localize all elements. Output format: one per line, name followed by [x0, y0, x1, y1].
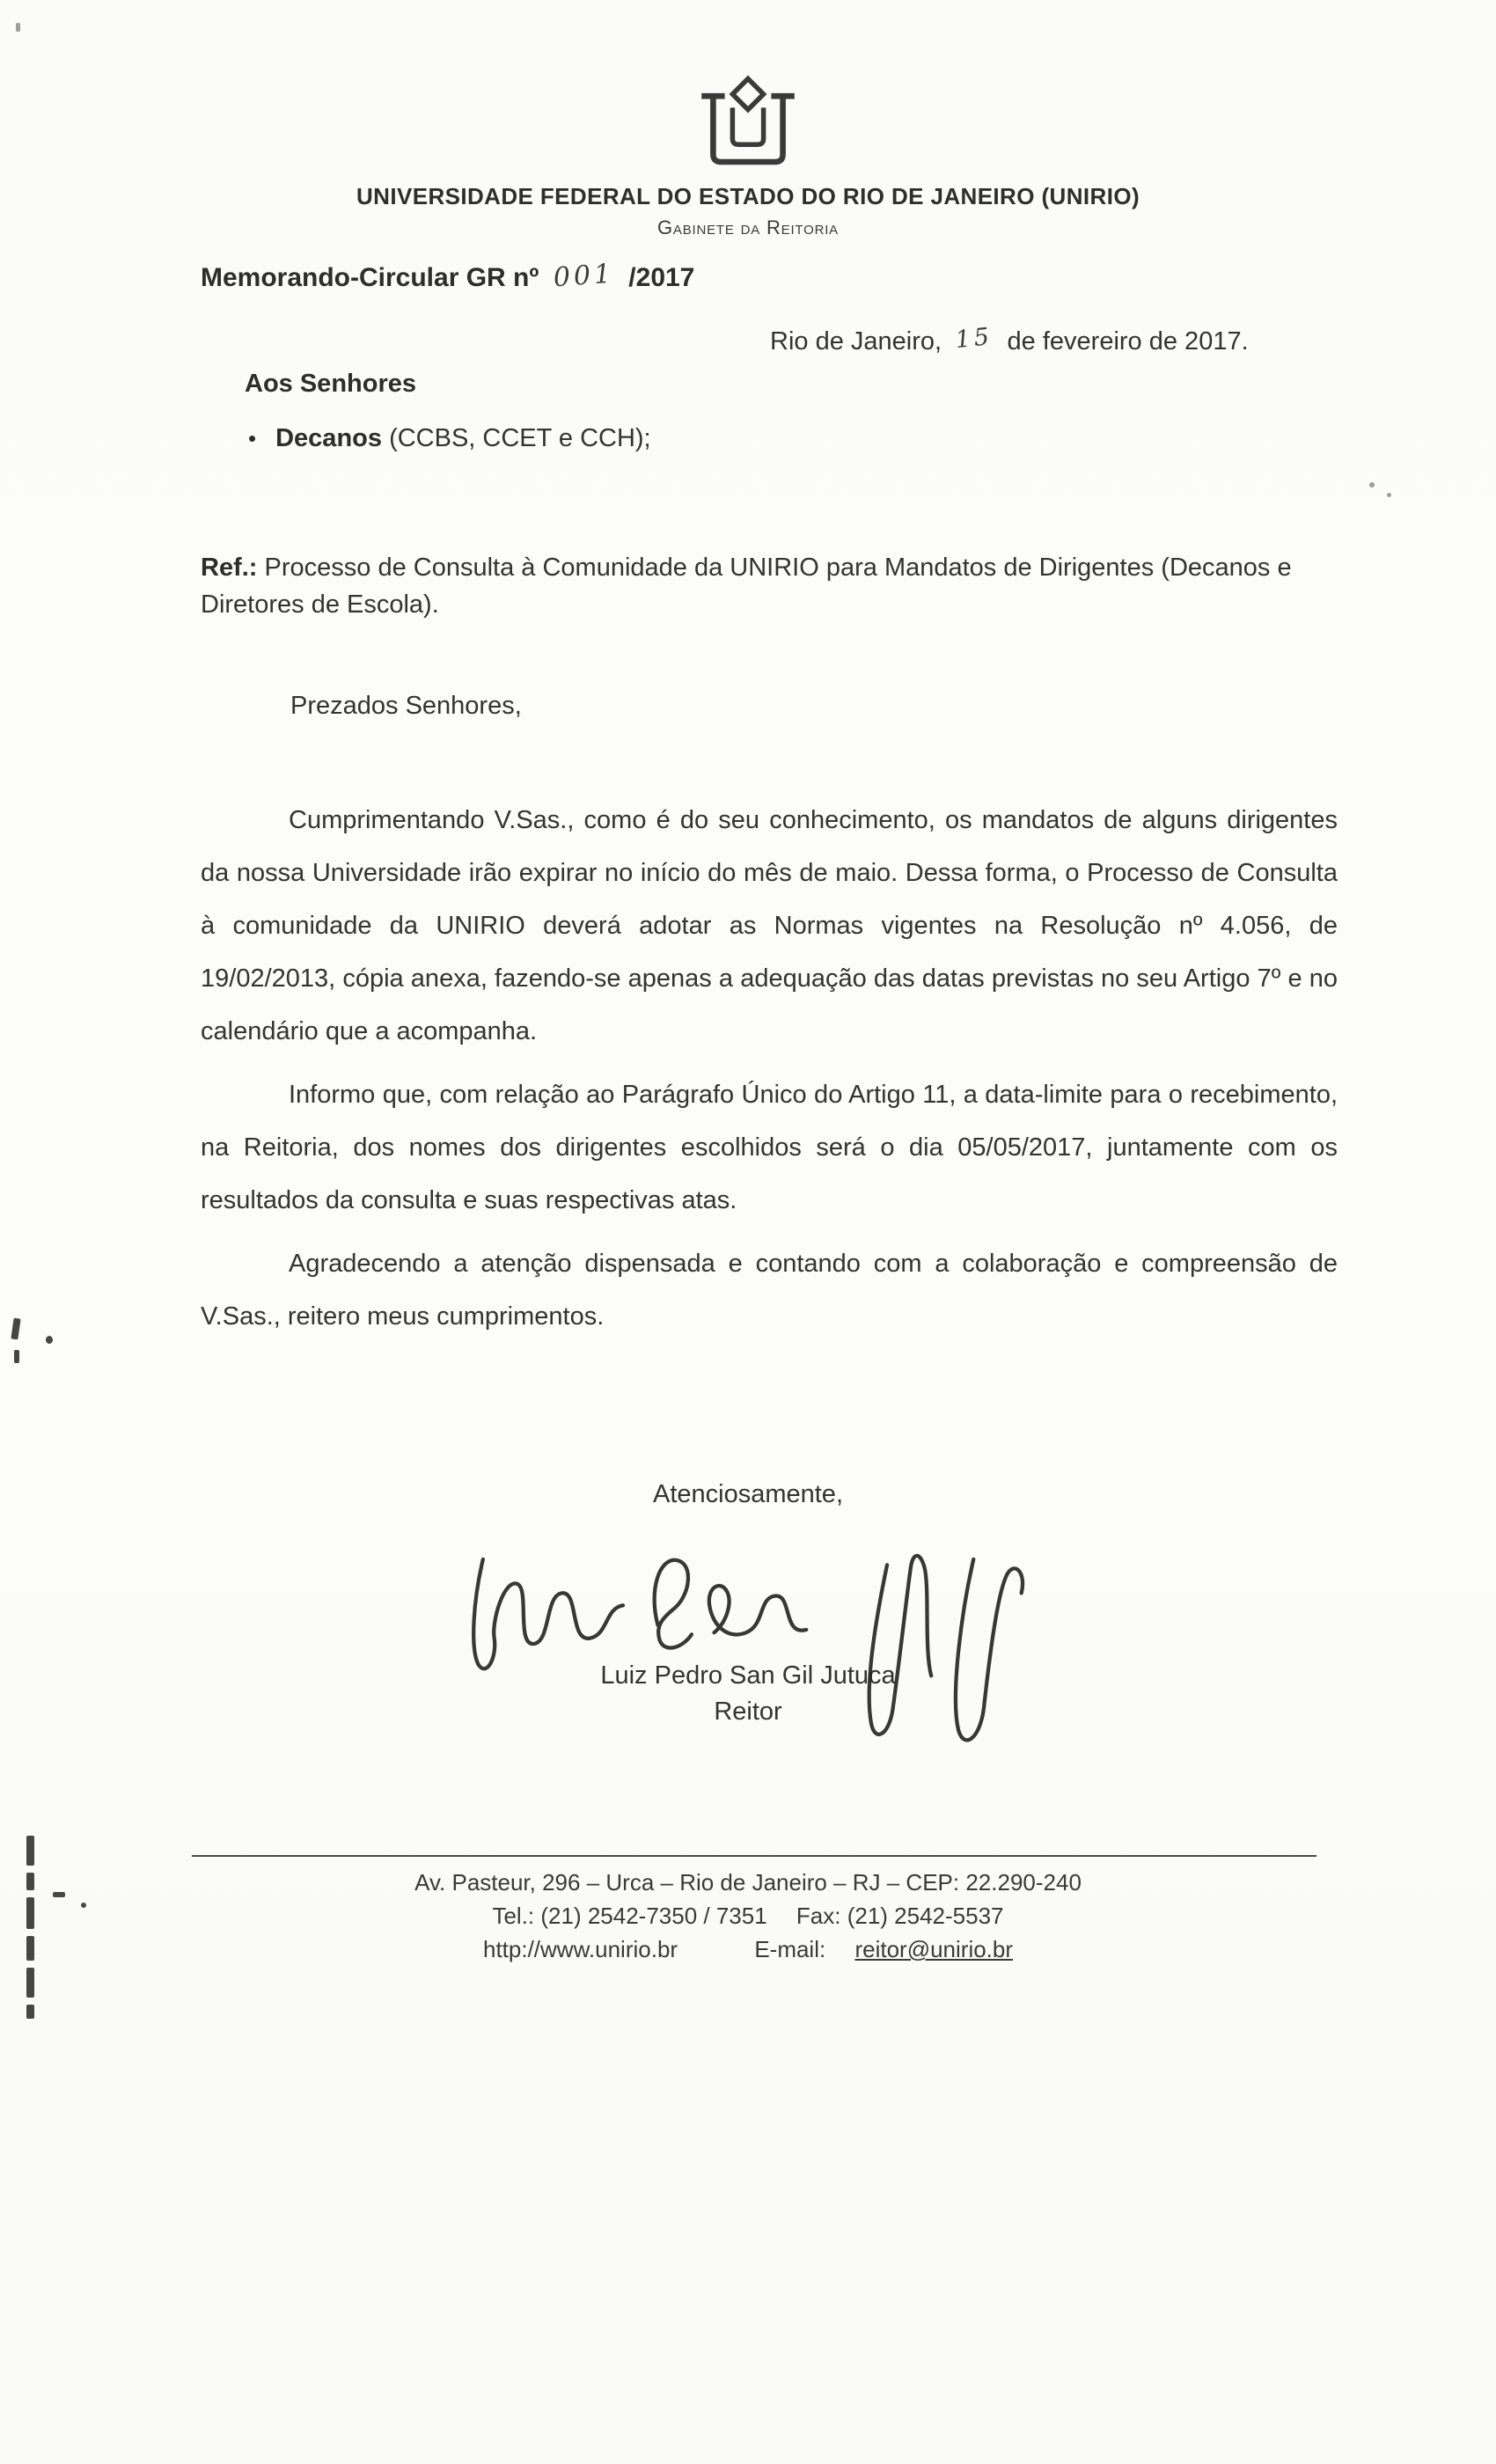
scan-artifact	[26, 1873, 34, 1890]
greeting: Prezados Senhores,	[290, 692, 522, 720]
scan-artifact	[53, 1892, 65, 1897]
scan-artifact	[14, 1350, 19, 1363]
recipient-name: Decanos	[275, 424, 382, 452]
signer-name: Luiz Pedro San Gil Jutuca	[600, 1661, 896, 1690]
scan-artifact	[16, 23, 20, 32]
dateline-prefix: Rio de Janeiro,	[770, 327, 942, 356]
footer-phones	[0, 1903, 1496, 1930]
scan-artifact	[1369, 482, 1375, 488]
footer-tel: Tel.: (21) 2542-7350 / 7351	[492, 1903, 767, 1929]
footer-website: http://www.unirio.br	[482, 1936, 678, 1962]
scan-artifact	[26, 1897, 34, 1929]
memo-year: /2017	[628, 263, 695, 292]
scan-artifact	[11, 1318, 20, 1340]
reference	[201, 549, 1336, 623]
memo-number-handwritten: 001	[552, 258, 615, 294]
signature-block	[414, 1536, 1082, 1727]
salutation: Aos Senhores	[245, 370, 416, 398]
dateline	[770, 322, 1249, 356]
footer-address: Av. Pasteur, 296 – Urca – Rio de Janeiro – RJ – CEP: 22.290-240	[414, 1869, 1082, 1896]
scan-artifact	[26, 1968, 34, 1998]
memo-heading	[201, 258, 695, 294]
unirio-logo-icon	[690, 74, 806, 177]
footer-web-email	[0, 1936, 1496, 1963]
scan-artifact	[26, 1936, 34, 1961]
scan-artifact	[26, 1836, 34, 1866]
footer-email: reitor@unirio.br	[854, 1936, 1014, 1962]
footer-fax: Fax: (21) 2542-5537	[796, 1903, 1004, 1929]
reference-text: Processo de Consulta à Comunidade da UNIRIO para Mandatos de Dirigentes (Decanos e Diretores de Escola).	[201, 554, 1292, 619]
university-name: UNIVERSIDADE FEDERAL DO ESTADO DO RIO DE JANEIRO (UNIRIO)	[356, 183, 1140, 209]
body-paragraph-2: Informo que, com relação ao Parágrafo Único do Artigo 11, a data-limite para o recebimento, na Reitoria, dos nomes dos dirigentes escolhidos será o dia 05/05/2017, juntamente com os resultados da consulta e suas respectivas atas.	[201, 1081, 1338, 1214]
signer-title: Reitor	[714, 1698, 782, 1726]
body-paragraph-3: Agradecendo a atenção dispensada e contando com a colaboração e compreensão de V.Sas., reitero meus cumprimentos.	[201, 1250, 1338, 1331]
date-day-handwritten: 15	[954, 322, 994, 355]
scan-artifact	[26, 2005, 34, 2019]
scan-artifact	[1387, 493, 1391, 497]
scan-artifact	[81, 1903, 86, 1908]
body-paragraph-1: Cumprimentando V.Sas., como é do seu conhecimento, os mandatos de alguns dirigentes da nossa Universidade irão expirar no início do mês de maio. Dessa forma, o Processo de Consulta à comunidade da UNIRIO deverá adotar as Normas vigentes na Resolução nº 4.056, de 19/02/2013, cópia anexa, fazendo-se apenas a adequação das datas previstas no seu Artigo 7º e no calendário que a acompanha.	[201, 806, 1338, 1045]
closing: Atenciosamente,	[652, 1480, 843, 1508]
recipient-item	[248, 424, 651, 453]
scan-artifact	[46, 1336, 53, 1344]
dateline-suffix: de fevereiro de 2017.	[1007, 327, 1249, 356]
memo-label: Memorando-Circular GR nº	[201, 263, 539, 292]
reference-label: Ref.:	[201, 554, 258, 582]
office-name: Gabinete da Reitoria	[657, 216, 839, 238]
footer-email-label: E-mail:	[754, 1936, 826, 1962]
letter-body	[201, 794, 1338, 1353]
footer-divider	[192, 1855, 1316, 1857]
bullet-icon: •	[248, 425, 257, 451]
recipient-detail: (CCBS, CCET e CCH);	[389, 424, 651, 452]
